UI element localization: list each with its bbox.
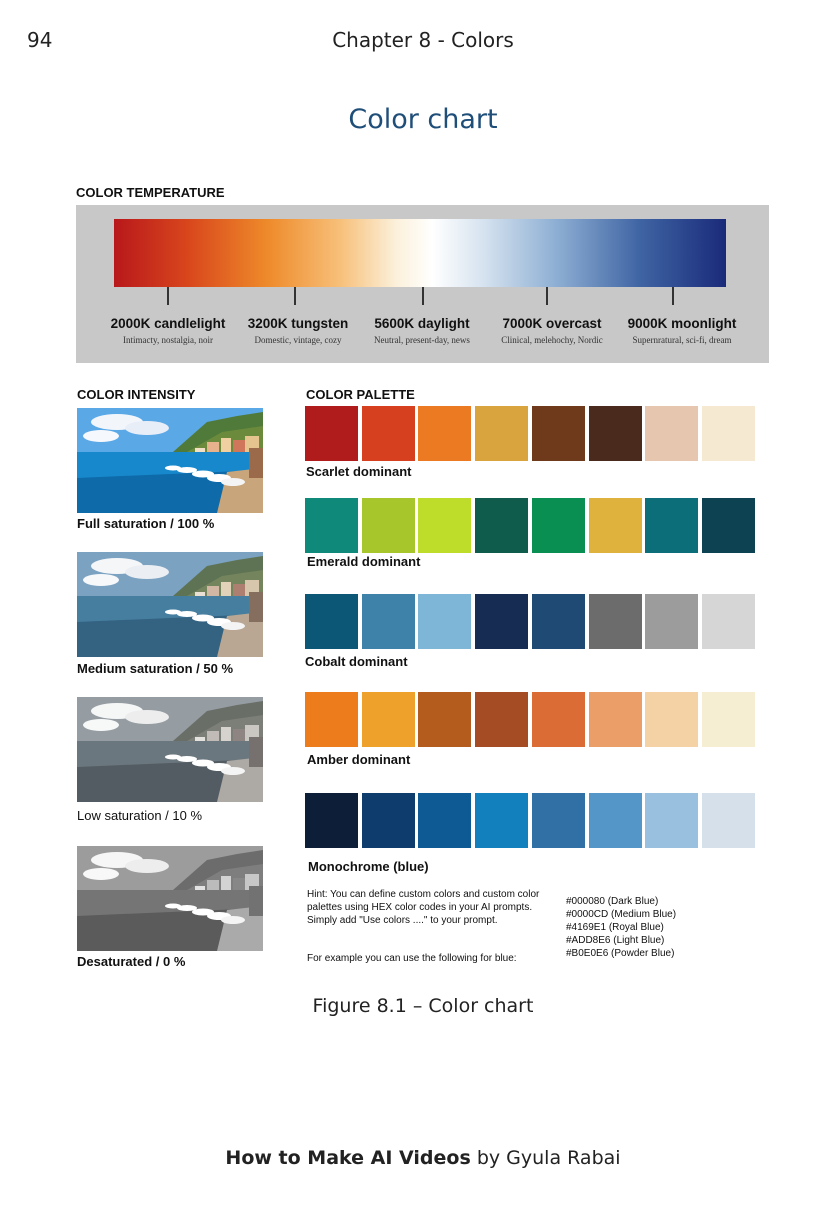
color-swatch <box>475 692 528 747</box>
hex-code: #4169E1 (Royal Blue) <box>566 922 664 933</box>
hex-code: #ADD8E6 (Light Blue) <box>566 935 665 946</box>
palette-row-emerald <box>305 498 757 569</box>
color-swatch <box>475 594 528 649</box>
intensity-sample-low <box>77 697 263 823</box>
palette-swatches <box>305 594 757 649</box>
temperature-item <box>612 316 752 345</box>
intensity-caption: Medium saturation / 50 % <box>77 661 234 676</box>
temperature-tick <box>546 287 548 305</box>
hint-text: Hint: You can define custom colors and custom color palettes using HEX color codes in your AI prompts. Simply add "Use colors ...." to your prompt. <box>307 889 540 926</box>
color-swatch <box>645 692 698 747</box>
temperature-desc: Intimacty, nostalgia, noir <box>123 335 213 345</box>
intensity-caption: Desaturated / 0 % <box>77 954 186 969</box>
color-swatch <box>305 594 358 649</box>
temperature-item <box>228 316 368 345</box>
temperature-tick <box>672 287 674 305</box>
palette-swatches <box>305 498 757 553</box>
color-swatch <box>305 406 358 461</box>
temperature-desc: Neutral, present-day, news <box>374 335 470 345</box>
temperature-item <box>482 316 622 345</box>
temperature-tick <box>294 287 296 305</box>
color-swatch <box>305 793 358 848</box>
book-title: How to Make AI Videos <box>225 1147 471 1169</box>
palette-swatches <box>305 692 757 747</box>
color-swatch <box>589 498 642 553</box>
color-swatch <box>418 793 471 848</box>
temperature-gradient-bar <box>114 219 726 287</box>
palette-row-cobalt <box>305 594 757 669</box>
color-swatch <box>645 498 698 553</box>
color-swatch <box>532 594 585 649</box>
palette-label: Emerald dominant <box>307 554 421 569</box>
color-swatch <box>362 793 415 848</box>
temperature-name: 7000K overcast <box>502 316 602 331</box>
intensity-sample-full <box>77 408 263 531</box>
color-swatch <box>645 793 698 848</box>
page-footer <box>0 1147 833 1169</box>
color-swatch <box>475 406 528 461</box>
temperature-desc: Supernratural, sci-fi, dream <box>632 335 732 345</box>
hex-code-list <box>566 895 676 960</box>
palette-row-monochrome <box>305 793 757 874</box>
temperature-heading: COLOR TEMPERATURE <box>76 185 225 200</box>
color-swatch <box>702 406 755 461</box>
color-swatch <box>475 793 528 848</box>
temperature-name: 3200K tungsten <box>247 316 349 331</box>
page-number: 94 <box>27 28 53 52</box>
palette-label: Monochrome (blue) <box>308 859 429 874</box>
temperature-tick <box>167 287 169 305</box>
color-swatch <box>702 692 755 747</box>
harbor-image-desaturated <box>77 846 263 951</box>
color-swatch <box>532 406 585 461</box>
temperature-name: 2000K candlelight <box>110 316 226 331</box>
palette-label: Cobalt dominant <box>305 654 408 669</box>
hex-code: #000080 (Dark Blue) <box>566 896 659 907</box>
color-swatch <box>645 594 698 649</box>
color-swatch <box>362 594 415 649</box>
intensity-sample-desaturated <box>77 846 263 969</box>
color-swatch <box>702 594 755 649</box>
harbor-image-full-saturation <box>77 408 263 513</box>
temperature-panel <box>76 205 769 363</box>
color-swatch <box>589 692 642 747</box>
hex-code: #0000CD (Medium Blue) <box>566 909 677 920</box>
intensity-sample-medium <box>77 552 263 676</box>
temperature-item <box>352 316 492 345</box>
intensity-heading: COLOR INTENSITY <box>77 387 196 402</box>
color-swatch <box>418 498 471 553</box>
color-swatch <box>305 498 358 553</box>
palette-swatches <box>305 406 757 461</box>
palette-label: Scarlet dominant <box>306 464 412 479</box>
temperature-desc: Domestic, vintage, cozy <box>254 335 342 345</box>
page-title: Color chart <box>348 104 498 135</box>
book-author: by Gyula Rabai <box>476 1147 621 1169</box>
color-swatch <box>589 406 642 461</box>
temperature-item <box>98 316 238 345</box>
palette-label: Amber dominant <box>307 752 411 767</box>
intensity-caption: Low saturation / 10 % <box>77 808 203 823</box>
figure-caption: Figure 8.1 – Color chart <box>312 995 534 1017</box>
color-swatch <box>532 692 585 747</box>
chapter-header: Chapter 8 - Colors <box>332 28 514 52</box>
color-swatch <box>532 498 585 553</box>
palette-row-scarlet <box>305 406 757 479</box>
color-swatch <box>589 793 642 848</box>
color-swatch <box>418 692 471 747</box>
color-swatch <box>702 498 755 553</box>
color-swatch <box>645 406 698 461</box>
color-swatch <box>362 498 415 553</box>
color-swatch <box>418 406 471 461</box>
color-swatch <box>305 692 358 747</box>
harbor-image-medium-saturation <box>77 552 263 657</box>
color-swatch <box>362 692 415 747</box>
hint-example: For example you can use the following for blue: <box>307 953 517 964</box>
palette-swatches <box>305 793 757 848</box>
temperature-name: 5600K daylight <box>374 316 470 331</box>
palette-heading: COLOR PALETTE <box>306 387 415 402</box>
harbor-image-low-saturation <box>77 697 263 802</box>
color-swatch <box>475 498 528 553</box>
hex-code: #B0E0E6 (Powder Blue) <box>566 948 675 959</box>
color-swatch <box>702 793 755 848</box>
color-swatch <box>362 406 415 461</box>
color-swatch <box>589 594 642 649</box>
color-swatch <box>532 793 585 848</box>
intensity-caption: Full saturation / 100 % <box>77 516 215 531</box>
color-swatch <box>418 594 471 649</box>
temperature-name: 9000K moonlight <box>627 316 737 331</box>
palette-row-amber <box>305 692 757 767</box>
temperature-desc: Clinical, melehochy, Nordic <box>501 335 603 345</box>
temperature-tick <box>422 287 424 305</box>
